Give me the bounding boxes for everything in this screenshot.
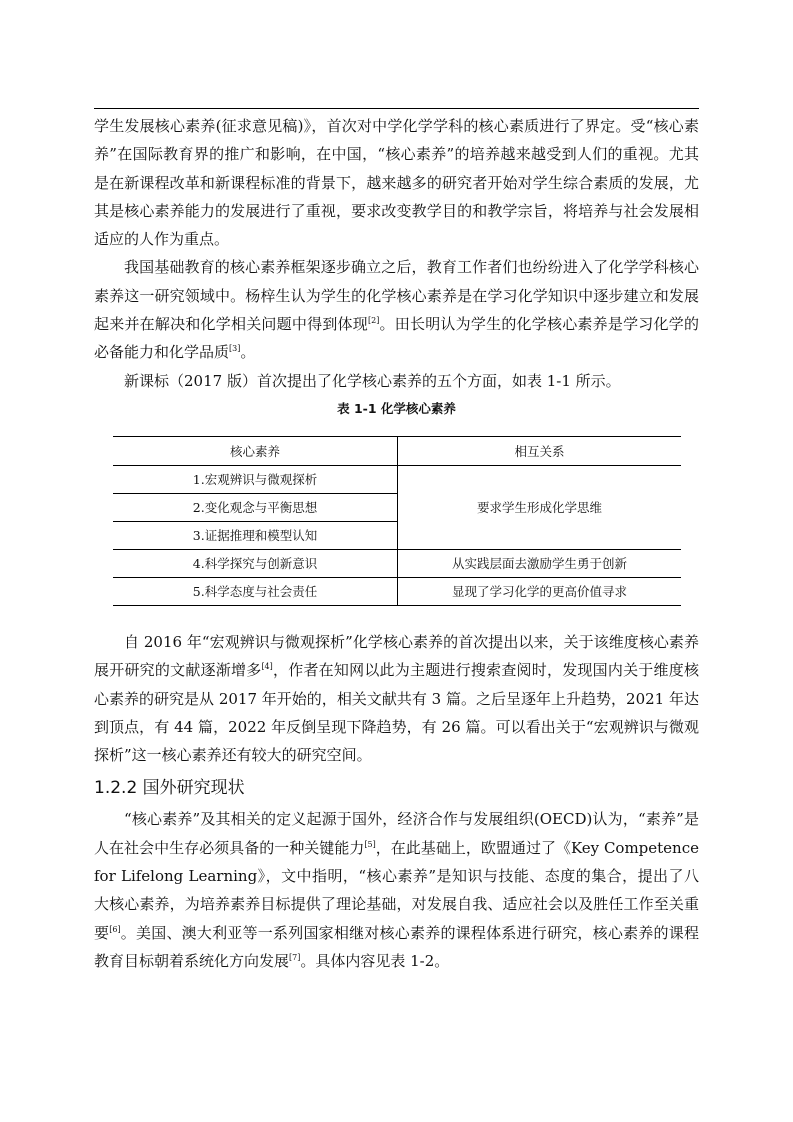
table-row	[113, 465, 681, 493]
paragraph-2	[94, 253, 699, 366]
table-header-relation: 相互关系	[398, 436, 682, 465]
page-body	[94, 112, 699, 975]
table-cell-relation: 显现了学习化学的更高价值寻求	[398, 577, 682, 605]
table-cell-literacy: 1.宏观辨识与微观探析	[113, 465, 398, 493]
table-cell-literacy: 2.变化观念与平衡思想	[113, 493, 398, 521]
table-cell-literacy: 4.科学探究与创新意识	[113, 549, 398, 577]
paragraph-1: 学生发展核心素养(征求意见稿)》，首次对中学化学学科的核心素质进行了界定。受“核心素养”在国际教育界的推广和影响，在中国，“核心素养”的培养越来越受到人们的重视。尤其是在新课程改革和新课程标准的背景下，越来越多的研究者开始对学生综合素质的发展，尤其是核心素养能力的发展进行了重视，要求改变教学目的和教学宗旨，将培养与社会发展相适应的人作为重点。	[94, 117, 699, 249]
table-row	[113, 549, 681, 577]
table-row	[113, 577, 681, 605]
paragraph-4-text-b: ，作者在知网以此为主题进行搜索查阅时，发现国内关于维度核心素养的研究是从 2017 年开始的，相关文献共有 3 篇。之后呈逐年上升趋势，2021 年达到顶点，有 44 篇，2022 年反倒呈现下降趋势，有 26 篇。可以看出关于“宏观辨识与微观探析”这一核心素养还有较大的研究空间。	[94, 661, 699, 765]
table-cell-relation: 要求学生形成化学思维	[398, 465, 682, 549]
paragraph-2-text-b: 。田长明认为学生的化学核心素养是学习化学的必备能力和化学品质	[94, 315, 699, 362]
paragraph-5	[94, 805, 699, 975]
paragraph-2-text-a: 我国基础教育的核心素养框架逐步确立之后，教育工作者们也纷纷进入了化学学科核心素养这一研究领域中。杨梓生认为学生的化学核心素养是在学习化学知识中逐步建立和发展起来并在解决和化学相关问题中得到体现	[94, 258, 699, 334]
table-cell-literacy: 3.证据推理和模型认知	[113, 521, 398, 549]
paragraph-5-text-d: 。具体内容见表 1-2。	[300, 951, 450, 970]
citation-5: [5]	[364, 839, 376, 849]
paragraph-4	[94, 628, 699, 769]
citation-7: [7]	[289, 952, 301, 962]
paragraph-5-text-b: ，在此基础上，欧盟通过了《Key Competence for Lifelong Learning》，文中指明，“核心素养”是知识与技能、态度的集合，提出了八大核心素养，为培养素养目标提供了理论基础，对发展自我、适应社会以及胜任工作至关重要	[94, 838, 699, 942]
paragraph-3: 新课标（2017 版）首次提出了化学核心素养的五个方面，如表 1-1 所示。	[124, 371, 621, 390]
table-header-row	[113, 436, 681, 465]
header-rule	[94, 108, 699, 109]
paragraph-5-text-a: “核心素养”及其相关的定义起源于国外，经济合作与发展组织(OECD)认为，“素养”是人在社会中生存必须具备的一种关键能力	[94, 810, 699, 857]
paragraph-5-text-c: 。美国、澳大利亚等一系列国家相继对核心素养的课程体系进行研究，核心素养的课程教育目标朝着系统化方向发展	[94, 923, 699, 970]
table-1	[113, 436, 681, 606]
citation-3: [3]	[229, 344, 241, 354]
spacer	[94, 606, 699, 628]
table-cell-literacy: 5.科学态度与社会责任	[113, 577, 398, 605]
citation-6: [6]	[109, 924, 121, 934]
citation-4: [4]	[261, 662, 273, 672]
table-cell-relation: 从实践层面去激励学生勇于创新	[398, 549, 682, 577]
paragraph-4-text-a: 自 2016 年“宏观辨识与微观探析”化学核心素养的首次提出以来，关于该维度核心素养展开研究的文献逐渐增多	[94, 632, 699, 680]
citation-2: [2]	[367, 316, 380, 326]
section-heading: 1.2.2 国外研究现状	[94, 778, 245, 799]
table-header-literacy: 核心素养	[113, 436, 398, 465]
table-1-caption: 表 1-1 化学核心素养	[337, 400, 456, 416]
paragraph-2-text-c: 。	[240, 343, 256, 362]
